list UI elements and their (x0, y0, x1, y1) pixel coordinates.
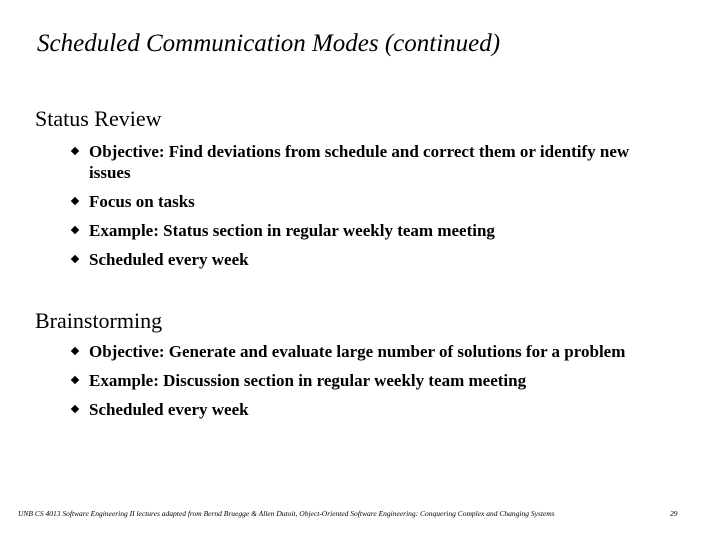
bullet-item (72, 220, 672, 241)
slide-title: Scheduled Communication Modes (continued) (37, 30, 501, 57)
bullet-text: Example: Status section in regular weekly team meeting (89, 221, 495, 240)
bullet-item (72, 249, 672, 270)
diamond-bullet-icon (71, 376, 79, 384)
diamond-bullet-icon (71, 405, 79, 413)
bullet-item (72, 341, 672, 362)
bullet-text: Objective: Generate and evaluate large number of solutions for a problem (89, 342, 626, 361)
bullet-item (72, 191, 672, 212)
bullet-text: Scheduled every week (89, 250, 249, 269)
bullet-list-status-review (72, 141, 672, 278)
bullet-text: Scheduled every week (89, 400, 249, 419)
page-number: 29 (670, 509, 678, 518)
diamond-bullet-icon (71, 226, 79, 234)
bullet-text: Example: Discussion section in regular weekly team meeting (89, 371, 527, 390)
bullet-item (72, 370, 672, 391)
bullet-text: Objective: Find deviations from schedule and correct them or identify new issues (89, 142, 630, 182)
bullet-item (72, 141, 672, 183)
bullet-text: Focus on tasks (89, 192, 195, 211)
bullet-item (72, 399, 672, 420)
diamond-bullet-icon (71, 147, 79, 155)
bullet-list-brainstorming (72, 341, 672, 428)
diamond-bullet-icon (71, 347, 79, 355)
diamond-bullet-icon (71, 255, 79, 263)
footer-credit: UNB CS 4013 Software Engineering II lectures adapted from Bernd Bruegge & Allen Dutoit, Object-Oriented Software Engineering: Conquering Complex and Changing Systems (18, 509, 555, 518)
section-heading-status-review: Status Review (35, 106, 162, 131)
diamond-bullet-icon (71, 197, 79, 205)
section-heading-brainstorming: Brainstorming (35, 308, 163, 333)
